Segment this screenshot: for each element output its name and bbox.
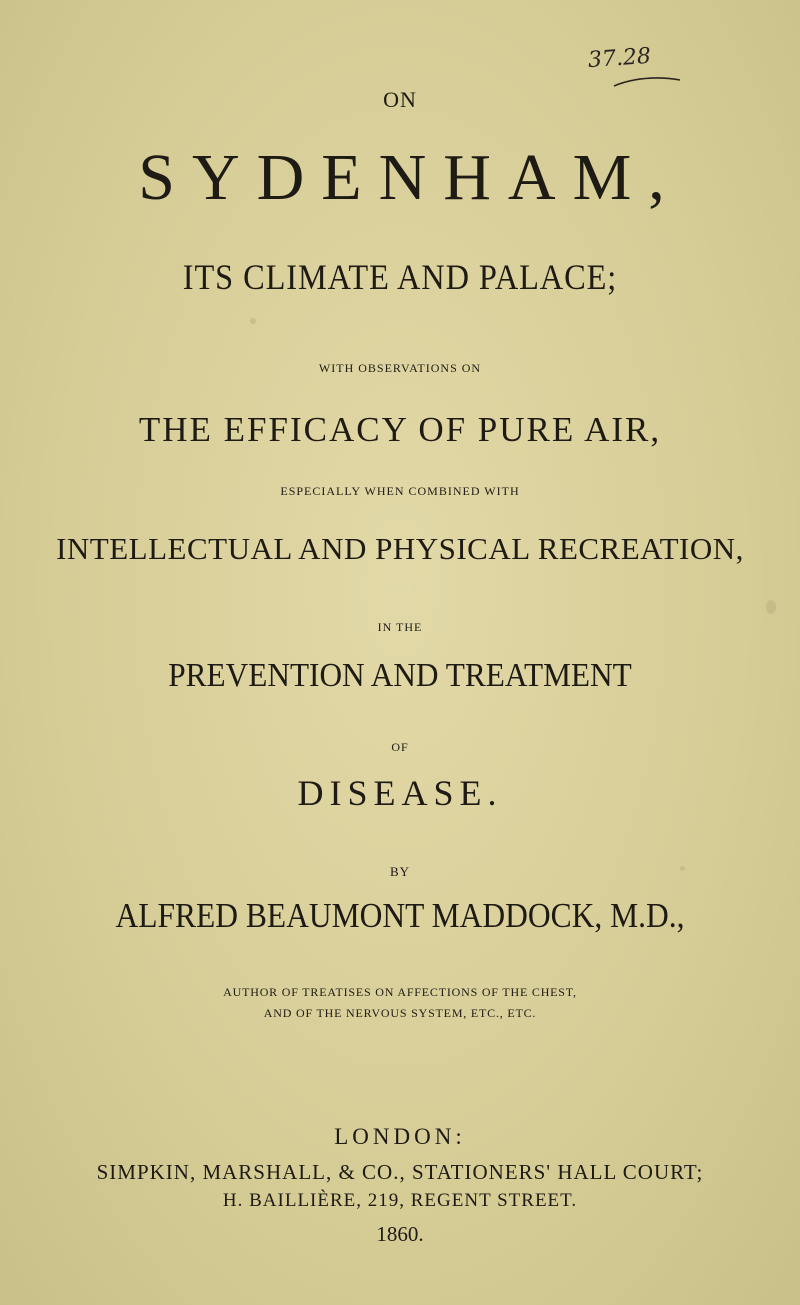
efficacy-line: THE EFFICACY OF PURE AIR,	[138, 410, 662, 449]
in-the-line: IN THE	[377, 620, 423, 634]
main-title: SYDENHAM,	[138, 141, 682, 214]
paper-spot	[766, 600, 776, 614]
subtitle-climate-palace: ITS CLIMATE AND PALACE;	[182, 257, 618, 297]
of-line: OF	[391, 740, 409, 754]
manuscript-shelfmark: 37.28	[587, 43, 652, 74]
author-name: ALFRED BEAUMONT MADDOCK, M.D.,	[115, 896, 685, 935]
with-observations-line: WITH OBSERVATIONS ON	[318, 361, 482, 375]
author-credentials-2: AND OF THE NERVOUS SYSTEM, ETC., ETC.	[263, 1006, 537, 1020]
imprint-year: 1860.	[376, 1222, 424, 1246]
prevention-line: PREVENTION AND TREATMENT	[168, 657, 632, 694]
paper-spot	[250, 318, 256, 324]
imprint-city: LONDON:	[334, 1124, 466, 1149]
recreation-line: INTELLECTUAL AND PHYSICAL RECREATION,	[56, 531, 744, 566]
imprint-publisher-1: SIMPKIN, MARSHALL, & CO., STATIONERS' HALL COURT;	[96, 1160, 704, 1184]
imprint-publisher-2: H. BAILLIÈRE, 219, REGENT STREET.	[222, 1190, 578, 1211]
disease-line: DISEASE.	[297, 773, 503, 813]
especially-line: ESPECIALLY WHEN COMBINED WITH	[280, 484, 520, 498]
author-credentials-1: AUTHOR OF TREATISES ON AFFECTIONS OF THE CHEST,	[223, 985, 577, 999]
preposition-on: ON	[383, 87, 417, 112]
by-line: BY	[389, 864, 411, 879]
